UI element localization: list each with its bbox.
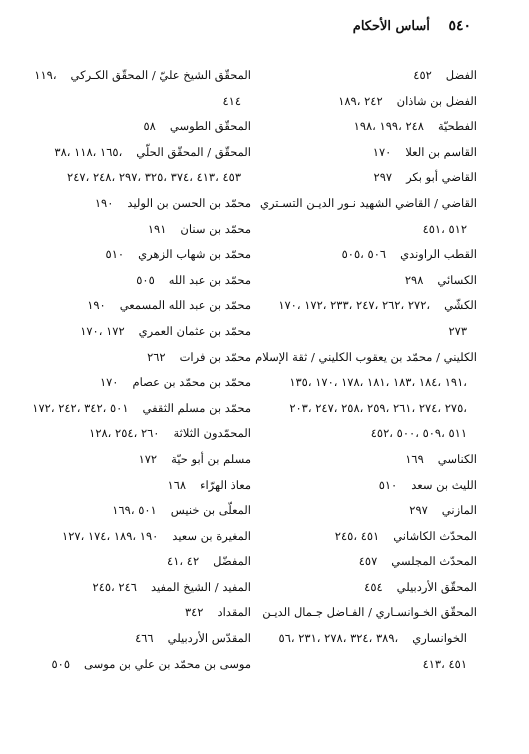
index-entry — [19, 191, 251, 217]
index-entry-continuation — [255, 217, 477, 243]
index-entry — [255, 345, 477, 371]
index-entry — [255, 114, 477, 140]
index-entry — [255, 498, 477, 524]
entry-name: الليث بن سعد — [411, 477, 477, 492]
index-entry — [19, 345, 251, 371]
entry-page-numbers: ٤٥٤ — [364, 579, 383, 594]
entry-name: الكسائي — [437, 272, 477, 287]
entry-name: المقداد — [217, 605, 251, 620]
entry-name: محمّد بن شهاب الزهري — [138, 247, 251, 262]
index-entry — [255, 575, 477, 601]
entry-name: الكشّي — [444, 298, 477, 313]
index-entry — [19, 63, 251, 89]
entry-page-numbers: ١٩٠ — [87, 298, 106, 313]
entry-page-numbers: ١٩٠ ،١٨٩ ،١٧٤ ،١٢٧ — [62, 528, 159, 543]
entry-page-numbers: ،١١٩ — [34, 68, 57, 82]
entry-page-numbers: ١٧٢ ،١٧٠ — [80, 323, 125, 338]
entry-name: المقدّس الأردبيلي — [167, 631, 251, 646]
entry-page-numbers: ١٩١ — [147, 221, 167, 236]
index-entry — [255, 447, 477, 473]
index-entry — [255, 524, 477, 550]
entry-page-numbers: ٥١٠ — [105, 247, 125, 262]
entry-page-numbers: ١٩٠ — [94, 195, 114, 210]
entry-name: المحقّق الشيخ عليّ / المحقّق الكـركي — [70, 68, 251, 82]
index-entry — [19, 396, 251, 422]
index-entry-continuation — [255, 421, 477, 447]
index-entry — [19, 114, 251, 140]
entry-name: المحدّث الكاشاني — [393, 528, 477, 543]
index-entry-continuation — [255, 396, 477, 422]
index-entry — [19, 268, 251, 294]
entry-name: المحدّث المجلسي — [391, 554, 477, 569]
entry-name: محمّد بن عبد الله المسمعي — [119, 298, 251, 313]
entry-page-numbers: ٥٠١ ،٣٤٢ ،٢٤٢ ،١٧٢ — [32, 400, 129, 415]
entry-page-numbers: ٤٥١ ،٤١٣ — [422, 656, 467, 671]
entry-name: المحمّدون الثلاثة — [173, 426, 251, 441]
index-entry — [19, 421, 251, 447]
entry-page-numbers: ٢٩٧ — [409, 503, 428, 518]
entry-page-numbers: ٢٧٣ — [448, 323, 467, 338]
entry-name: محمّد بن سنان — [180, 221, 251, 236]
index-entry — [255, 89, 477, 115]
index-entry — [19, 626, 251, 652]
index-entry — [255, 600, 477, 626]
index-entry-continuation — [255, 652, 477, 678]
entry-name: معاذ الهرّاء — [200, 477, 251, 492]
index-entry-continuation — [19, 165, 251, 191]
index-entry — [255, 242, 477, 268]
entry-page-numbers: ٥٨ — [143, 119, 156, 134]
entry-name: الكليني / محمّد بن يعقوب الكليني / ثقة الإسلام — [255, 349, 477, 364]
entry-page-numbers: ،٢٧٥ ،٢٧٤ ،٢٦١ ،٢٥٩ ،٢٥٨ ،٢٤٧ ،٢٠٣ — [289, 400, 467, 415]
entry-page-numbers: ٤٢ ،٤١ — [167, 554, 200, 569]
entry-page-numbers: ٤٥٧ — [358, 554, 378, 569]
entry-page-numbers: ١٦٩ — [405, 451, 424, 466]
index-entry — [255, 473, 477, 499]
entry-page-numbers: ،١٩١ ،١٨٤ ،١٨٣ ،١٨١ ،١٧٨ ،١٧٠ ،١٣٥ — [289, 375, 467, 390]
index-entry — [19, 473, 251, 499]
entry-page-numbers: ،١٦٥ ،١١٨ ،٣٨ — [54, 144, 123, 159]
entry-name: محمّد بن عبد الله — [168, 272, 251, 287]
index-entry — [19, 370, 251, 396]
entry-page-numbers: ١٧٠ — [372, 144, 392, 159]
index-column-right — [255, 63, 477, 677]
entry-page-numbers: ٥٠١ ،١٦٩ — [112, 503, 157, 518]
index-entry — [19, 140, 251, 166]
entry-page-numbers: ٤٥٢ — [413, 68, 432, 82]
entry-page-numbers: ٢٤٨ ،١٩٩ ،١٩٨ — [353, 119, 424, 134]
index-entry — [19, 549, 251, 575]
entry-page-numbers: ٢٩٨ — [404, 272, 424, 287]
entry-page-numbers: ٢٤٦ ،٢٤٥ — [92, 579, 137, 594]
index-entry — [19, 293, 251, 319]
index-entry — [19, 447, 251, 473]
index-entry-continuation — [19, 89, 251, 115]
entry-page-numbers: ٣٤٢ — [184, 605, 204, 620]
entry-page-numbers: ٢٦٢ — [147, 349, 166, 364]
entry-name: القاضي أبو بكر — [406, 170, 477, 185]
index-entry — [19, 652, 251, 678]
entry-name: القطب الراوندي — [400, 247, 477, 262]
index-entry-continuation — [255, 319, 477, 345]
entry-page-numbers: ٥١٢ ،٤٥١ — [422, 221, 467, 236]
entry-name: المغيرة بن سعيد — [172, 528, 251, 543]
entry-name: الفضل بن شاذان — [396, 93, 477, 108]
entry-name: المحقّق / المحقّق الحلّي — [136, 144, 251, 159]
index-entry — [255, 293, 477, 319]
entry-name: المفيد / الشيخ المفيد — [150, 579, 251, 594]
entry-name: الخوانساري — [412, 631, 467, 646]
entry-name: محمّد بن الحسن بن الوليد — [127, 195, 251, 210]
entry-name: المازني — [441, 503, 477, 518]
index-entry — [19, 600, 251, 626]
index-entry — [255, 191, 477, 217]
entry-page-numbers: ٢٤٢ ،١٨٩ — [338, 93, 383, 108]
entry-name: المفضّل — [213, 554, 251, 569]
entry-page-numbers: ٢٦٠ ،٢٥٤ ،١٢٨ — [89, 426, 160, 441]
entry-name: محمّد بن فرات — [179, 349, 251, 364]
entry-page-numbers: ٤٥١ ،٢٤٥ — [334, 528, 380, 543]
page-number: ٥٤٠ — [448, 18, 471, 34]
entry-name: القاسم بن العلا — [405, 144, 477, 159]
entry-page-numbers: ٥١٠ — [378, 477, 398, 492]
entry-name: الفطحيّة — [437, 119, 477, 134]
entry-name: الفضل — [445, 68, 477, 82]
entry-page-numbers: ،٣٨٩ ،٣٢٤ ،٢٧٨ ،٢٣١ ،٥٦ — [278, 631, 399, 646]
index-entry — [255, 63, 477, 89]
entry-page-numbers: ٢٩٧ — [373, 170, 393, 185]
entry-name: محمّد بن مسلم الثقفي — [142, 400, 251, 415]
entry-name: موسى بن محمّد بن علي بن موسى — [84, 656, 251, 671]
entry-page-numbers: ٤٥٣ ،٤١٣ ،٣٧٤ ،٣٢٥ ،٢٩٧ ،٢٤٨ ،٢٤٧ — [67, 170, 241, 185]
entry-name: الكناسي — [437, 451, 477, 466]
index-entry — [19, 242, 251, 268]
entry-name: محمّد بن عثمان العمري — [138, 323, 251, 338]
entry-page-numbers: ٤٦٦ — [135, 631, 154, 646]
index-entry — [19, 575, 251, 601]
entry-page-numbers: ،٢٧٢ ،٢٦٢ ،٢٤٧ ،٢٣٣ ،١٧٢ ،١٧٠ — [278, 298, 431, 313]
entry-name: المعلّى بن خنيس — [170, 503, 251, 518]
index-entry-continuation — [255, 626, 477, 652]
entry-name: محمّد بن محمّد بن عصام — [132, 375, 251, 390]
entry-page-numbers: ٥٠٥ — [51, 656, 71, 671]
index-entry — [19, 524, 251, 550]
index-entry — [19, 498, 251, 524]
entry-page-numbers: ٤١٤ — [222, 93, 241, 108]
entry-page-numbers: ٥١١ ،٥٠٩ ،٥٠٠ ،٤٥٢ — [370, 426, 467, 441]
page-header — [353, 18, 471, 34]
entry-page-numbers: ١٦٨ — [167, 477, 187, 492]
entry-page-numbers: ٥٠٥ — [136, 272, 155, 287]
entry-page-numbers: ٥٠٦ ،٥٠٥ — [341, 247, 387, 262]
index-entry — [255, 165, 477, 191]
entry-page-numbers: ١٧٢ — [138, 451, 158, 466]
entry-page-numbers: ١٧٠ — [99, 375, 119, 390]
entry-name: المحقّق الأردبيلي — [396, 579, 477, 594]
index-entry — [255, 268, 477, 294]
index-entry — [255, 140, 477, 166]
index-entry — [19, 217, 251, 243]
entry-name: مسلم بن أبو حيّة — [171, 451, 251, 466]
entry-name: المحقّق الطوسي — [169, 119, 251, 134]
index-column-left — [19, 63, 251, 677]
index-entry-continuation — [255, 370, 477, 396]
index-entry — [19, 319, 251, 345]
entry-name: القاضي / القاضي الشهيد نـور الديـن التسـتري — [259, 195, 477, 210]
index-entry — [255, 549, 477, 575]
entry-name: المحقّق الخـوانسـاري / الفـاضل جـمال الديـن — [262, 605, 477, 620]
running-title: أساس الأحكام — [352, 19, 430, 34]
